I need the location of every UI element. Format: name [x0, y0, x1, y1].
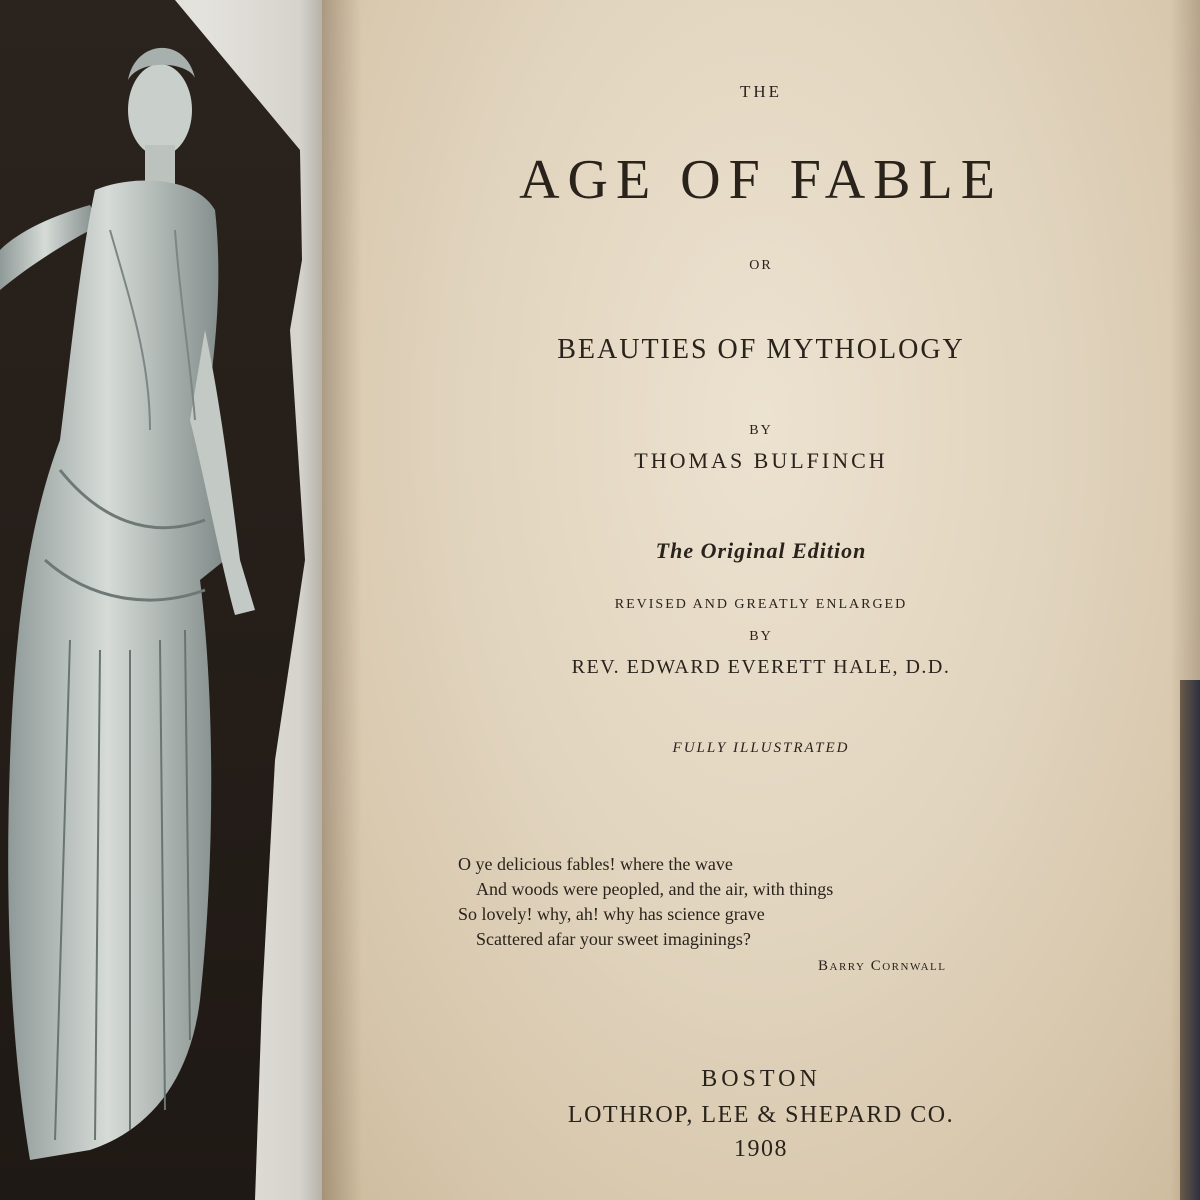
- title-or: OR: [749, 258, 773, 273]
- publisher-city: BOSTON: [701, 1066, 821, 1092]
- epigraph-line: Scattered afar your sweet imaginings?: [476, 929, 751, 949]
- illustrated-note: FULLY ILLUSTRATED: [672, 740, 850, 756]
- publication-year: 1908: [734, 1136, 788, 1162]
- epigraph-line: And woods were peopled, and the air, with things: [476, 879, 834, 899]
- epigraph: [458, 852, 1018, 952]
- reviser-name: REV. EDWARD EVERETT HALE, D.D.: [571, 656, 951, 678]
- author-by: BY: [749, 423, 773, 438]
- epigraph-line: So lovely! why, ah! why has science grave: [458, 904, 765, 924]
- title-prefix: THE: [739, 82, 783, 101]
- book-title: AGE OF FABLE: [519, 149, 1003, 211]
- revised-line: REVISED AND GREATLY ENLARGED: [614, 597, 908, 612]
- title-page: [322, 0, 1200, 1200]
- publisher-name: LOTHROP, LEE & SHEPARD CO.: [567, 1102, 955, 1128]
- edition-line: The Original Edition: [655, 538, 867, 563]
- frontispiece-leaf: [0, 0, 340, 1200]
- author-name: THOMAS BULFINCH: [634, 448, 888, 473]
- epigraph-line: O ye delicious fables! where the wave: [458, 854, 733, 874]
- reviser-by: BY: [749, 629, 773, 644]
- epigraph-attribution: Barry Cornwall: [818, 958, 947, 974]
- frontispiece-plate: [0, 0, 330, 1200]
- book-subtitle: BEAUTIES OF MYTHOLOGY: [557, 334, 965, 365]
